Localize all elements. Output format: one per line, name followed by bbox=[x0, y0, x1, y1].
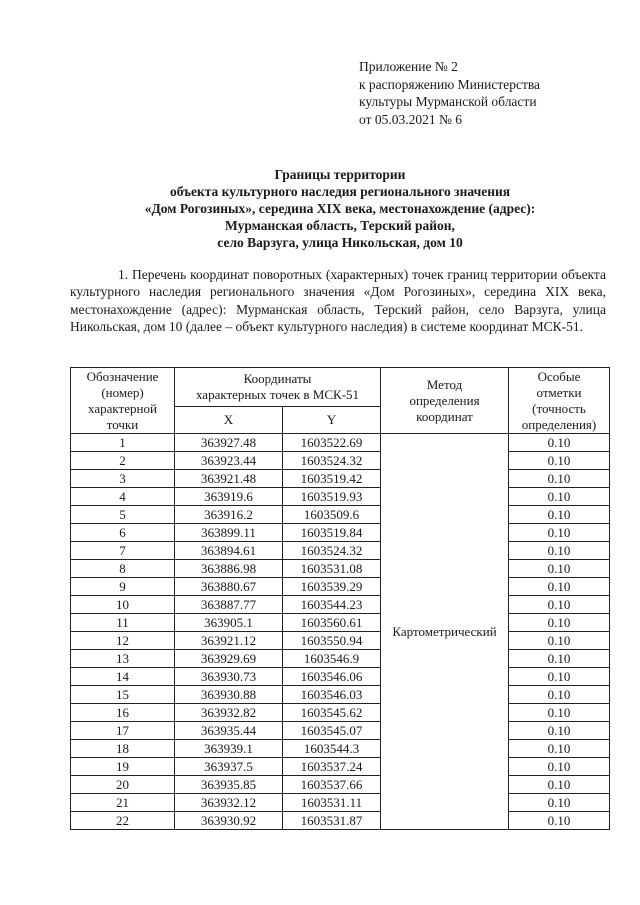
point-number-cell: 1 bbox=[71, 434, 175, 452]
title-line: Границы территории bbox=[274, 167, 406, 182]
point-number-cell: 22 bbox=[71, 812, 175, 830]
table-row bbox=[71, 632, 610, 650]
coordinates-table bbox=[70, 367, 610, 830]
point-number-cell: 2 bbox=[71, 452, 175, 470]
title-line: объекта культурного наследия регионального значения bbox=[169, 184, 511, 199]
coordinates-table-body bbox=[71, 434, 610, 830]
x-coordinate-cell: 363930.73 bbox=[175, 668, 283, 686]
x-coordinate-cell: 363929.69 bbox=[175, 650, 283, 668]
y-coordinate-cell: 1603560.61 bbox=[283, 614, 381, 632]
point-number-cell: 18 bbox=[71, 740, 175, 758]
accuracy-cell: 0.10 bbox=[509, 614, 610, 632]
table-row bbox=[71, 452, 610, 470]
appendix-line: от 05.03.2021 № 6 bbox=[359, 111, 462, 127]
header-text: характерной bbox=[88, 400, 157, 416]
table-row bbox=[71, 434, 610, 452]
x-coordinate-cell: 363930.92 bbox=[175, 812, 283, 830]
accuracy-cell: 0.10 bbox=[509, 668, 610, 686]
y-coordinate-cell: 1603531.87 bbox=[283, 812, 381, 830]
y-coordinate-cell: 1603524.32 bbox=[283, 452, 381, 470]
intro-paragraph: 1. Перечень координат поворотных (характерных) точек границ территории объекта культурного наследия регионального значения «Дом Рогозиных», середина XIX века, местонахождение (адрес): Мурманская область, Терский район, село Варзуга, улица Никольская, дом 10 (далее – объект культурного наследия) в системе координат МСК-51. bbox=[70, 267, 606, 335]
table-row bbox=[71, 758, 610, 776]
point-number-cell: 21 bbox=[71, 794, 175, 812]
table-row bbox=[71, 596, 610, 614]
point-number-cell: 9 bbox=[71, 578, 175, 596]
accuracy-cell: 0.10 bbox=[509, 434, 610, 452]
point-number-cell: 16 bbox=[71, 704, 175, 722]
header-text: точки bbox=[106, 416, 139, 432]
x-coordinate-cell: 363905.1 bbox=[175, 614, 283, 632]
x-coordinate-cell: 363887.77 bbox=[175, 596, 283, 614]
x-coordinate-cell: 363937.5 bbox=[175, 758, 283, 776]
table-row bbox=[71, 686, 610, 704]
header-x: X bbox=[175, 407, 283, 434]
table-row bbox=[71, 722, 610, 740]
header-text: координат bbox=[416, 408, 473, 424]
point-number-cell: 17 bbox=[71, 722, 175, 740]
y-coordinate-cell: 1603546.06 bbox=[283, 668, 381, 686]
header-text: определения bbox=[409, 392, 480, 408]
table-row bbox=[71, 740, 610, 758]
point-number-cell: 12 bbox=[71, 632, 175, 650]
table-row bbox=[71, 812, 610, 830]
header-notes bbox=[509, 368, 610, 434]
accuracy-cell: 0.10 bbox=[509, 704, 610, 722]
point-number-cell: 20 bbox=[71, 776, 175, 794]
header-text: характерных точек в МСК-51 bbox=[195, 387, 360, 402]
y-coordinate-cell: 1603522.69 bbox=[283, 434, 381, 452]
table-row bbox=[71, 524, 610, 542]
appendix-line: Приложение № 2 bbox=[359, 59, 458, 74]
y-coordinate-cell: 1603519.84 bbox=[283, 524, 381, 542]
x-coordinate-cell: 363935.44 bbox=[175, 722, 283, 740]
table-row bbox=[71, 794, 610, 812]
header-text: отметки bbox=[536, 384, 582, 400]
accuracy-cell: 0.10 bbox=[509, 740, 610, 758]
accuracy-cell: 0.10 bbox=[509, 452, 610, 470]
point-number-cell: 6 bbox=[71, 524, 175, 542]
x-coordinate-cell: 363919.6 bbox=[175, 488, 283, 506]
table-row bbox=[71, 668, 610, 686]
accuracy-cell: 0.10 bbox=[509, 758, 610, 776]
header-text: определения) bbox=[521, 416, 597, 432]
accuracy-cell: 0.10 bbox=[509, 686, 610, 704]
header-text: (точность bbox=[532, 400, 586, 416]
point-number-cell: 19 bbox=[71, 758, 175, 776]
appendix-line: к распоряжению Министерства bbox=[359, 76, 541, 92]
document-title bbox=[70, 166, 610, 251]
y-coordinate-cell: 1603537.24 bbox=[283, 758, 381, 776]
y-coordinate-cell: 1603550.94 bbox=[283, 632, 381, 650]
table-row bbox=[71, 650, 610, 668]
point-number-cell: 3 bbox=[71, 470, 175, 488]
header-method bbox=[381, 368, 509, 434]
table-row bbox=[71, 488, 610, 506]
point-number-cell: 4 bbox=[71, 488, 175, 506]
y-coordinate-cell: 1603544.3 bbox=[283, 740, 381, 758]
appendix-header bbox=[359, 58, 540, 128]
header-text: Обозначение bbox=[86, 368, 159, 384]
title-line: «Дом Рогозиных», середина XIX века, местонахождение (адрес): bbox=[144, 201, 536, 216]
y-coordinate-cell: 1603539.29 bbox=[283, 578, 381, 596]
x-coordinate-cell: 363927.48 bbox=[175, 434, 283, 452]
accuracy-cell: 0.10 bbox=[509, 578, 610, 596]
x-coordinate-cell: 363880.67 bbox=[175, 578, 283, 596]
x-coordinate-cell: 363932.82 bbox=[175, 704, 283, 722]
y-coordinate-cell: 1603537.66 bbox=[283, 776, 381, 794]
x-coordinate-cell: 363899.11 bbox=[175, 524, 283, 542]
accuracy-cell: 0.10 bbox=[509, 632, 610, 650]
y-coordinate-cell: 1603531.08 bbox=[283, 560, 381, 578]
table-row bbox=[71, 506, 610, 524]
table-row bbox=[71, 542, 610, 560]
point-number-cell: 10 bbox=[71, 596, 175, 614]
y-coordinate-cell: 1603545.62 bbox=[283, 704, 381, 722]
header-point-number bbox=[71, 368, 175, 434]
accuracy-cell: 0.10 bbox=[509, 596, 610, 614]
accuracy-cell: 0.10 bbox=[509, 650, 610, 668]
x-coordinate-cell: 363921.48 bbox=[175, 470, 283, 488]
table-row bbox=[71, 776, 610, 794]
x-coordinate-cell: 363916.2 bbox=[175, 506, 283, 524]
table-row bbox=[71, 578, 610, 596]
header-text: Особые bbox=[537, 368, 581, 384]
x-coordinate-cell: 363932.12 bbox=[175, 794, 283, 812]
y-coordinate-cell: 1603531.11 bbox=[283, 794, 381, 812]
accuracy-cell: 0.10 bbox=[509, 560, 610, 578]
x-coordinate-cell: 363923.44 bbox=[175, 452, 283, 470]
y-coordinate-cell: 1603524.32 bbox=[283, 542, 381, 560]
accuracy-cell: 0.10 bbox=[509, 812, 610, 830]
point-number-cell: 13 bbox=[71, 650, 175, 668]
table-row bbox=[71, 560, 610, 578]
header-coordinates bbox=[175, 368, 381, 407]
y-coordinate-cell: 1603544.23 bbox=[283, 596, 381, 614]
accuracy-cell: 0.10 bbox=[509, 542, 610, 560]
header-text: Координаты bbox=[243, 371, 312, 386]
point-number-cell: 15 bbox=[71, 686, 175, 704]
y-coordinate-cell: 1603519.93 bbox=[283, 488, 381, 506]
header-text: (номер) bbox=[101, 384, 144, 400]
table-row bbox=[71, 470, 610, 488]
accuracy-cell: 0.10 bbox=[509, 488, 610, 506]
header-text: Метод bbox=[426, 376, 463, 392]
point-number-cell: 11 bbox=[71, 614, 175, 632]
x-coordinate-cell: 363930.88 bbox=[175, 686, 283, 704]
x-coordinate-cell: 363921.12 bbox=[175, 632, 283, 650]
point-number-cell: 8 bbox=[71, 560, 175, 578]
title-line: село Варзуга, улица Никольская, дом 10 bbox=[217, 235, 463, 250]
point-number-cell: 14 bbox=[71, 668, 175, 686]
appendix-line: культуры Мурманской области bbox=[359, 94, 537, 109]
accuracy-cell: 0.10 bbox=[509, 524, 610, 542]
y-coordinate-cell: 1603546.03 bbox=[283, 686, 381, 704]
y-coordinate-cell: 1603509.6 bbox=[283, 506, 381, 524]
table-row bbox=[71, 614, 610, 632]
method-cell: Картометрический bbox=[381, 434, 509, 830]
header-y: Y bbox=[283, 407, 381, 434]
point-number-cell: 5 bbox=[71, 506, 175, 524]
point-number-cell: 7 bbox=[71, 542, 175, 560]
accuracy-cell: 0.10 bbox=[509, 506, 610, 524]
x-coordinate-cell: 363894.61 bbox=[175, 542, 283, 560]
y-coordinate-cell: 1603519.42 bbox=[283, 470, 381, 488]
x-coordinate-cell: 363886.98 bbox=[175, 560, 283, 578]
y-coordinate-cell: 1603545.07 bbox=[283, 722, 381, 740]
x-coordinate-cell: 363939.1 bbox=[175, 740, 283, 758]
accuracy-cell: 0.10 bbox=[509, 776, 610, 794]
title-line: Мурманская область, Терский район, bbox=[225, 218, 455, 233]
accuracy-cell: 0.10 bbox=[509, 470, 610, 488]
table-row bbox=[71, 704, 610, 722]
accuracy-cell: 0.10 bbox=[509, 722, 610, 740]
accuracy-cell: 0.10 bbox=[509, 794, 610, 812]
y-coordinate-cell: 1603546.9 bbox=[283, 650, 381, 668]
x-coordinate-cell: 363935.85 bbox=[175, 776, 283, 794]
